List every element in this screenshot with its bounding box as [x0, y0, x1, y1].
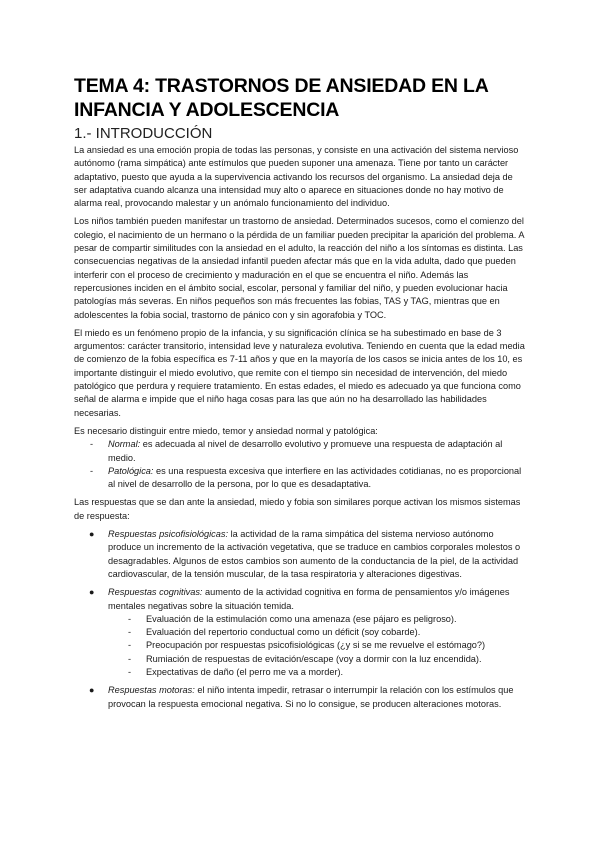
- response-systems-list: [74, 528, 528, 711]
- bullet-cognitive: [74, 586, 528, 679]
- sub-item: [108, 639, 528, 652]
- list-item-normal: [74, 438, 528, 465]
- dash-marker: -: [90, 465, 94, 476]
- bullet-marker: ●: [89, 587, 95, 598]
- definition-cognitive: aumento de la actividad cognitiva en forma de pensamientos y/o imágenes mentales negativas sobre la situación temida.: [108, 587, 510, 611]
- paragraph-intro: La ansiedad es una emoción propia de todas las personas, y consiste en una activación del sistema nervioso autónomo (rama simpática) ante estímulos que pueden suponer una amenaza. Tiene por tanto un carácter adaptativo, puesto que ayuda a la supervivencia activando los recursos del organismo. La ansiedad deja de ser adaptativa cuando alcanza una intensidad muy alto o aparece en situaciones donde no hay motivo de alarma real, provocando malestar y un anómalo funcionamiento del individuo.: [74, 145, 519, 209]
- sub-item-text: Expectativas de daño (el perro me va a morder).: [146, 666, 344, 677]
- dash-marker: -: [128, 627, 132, 638]
- paragraph-children: Los niños también pueden manifestar un trastorno de ansiedad. Determinados sucesos, como el comienzo del colegio, el nacimiento de un hermano o la pérdida de un familiar pueden precipitar la aparición del problema. A pesar de compartir similitudes con la ansiedad en el adulto, la reacción del niño a los síntomas es distinta. Las consecuencias negativas de la ansiedad infantil pueden afectar más que en la vida adulta, dado que pueden interferir con el proceso de crecimiento y maduración en el que se encuentra el niño. Además las repercusiones inciden en el ámbito social, escolar, personal y familiar del niño, y pueden evolucionar hacia patologías más severas. En niños pequeños son más frecuentes las fobias, TAS y TAG, mientras que en adolescentes la fobia social, trastorno de pánico con y sin agorafobia y TOC.: [74, 216, 524, 320]
- term-pathological: Patológica:: [108, 465, 154, 476]
- definition-motor: el niño intenta impedir, retrasar o interrumpir la relación con los estímulos que provocan la respuesta emocional negativa. Si no lo consigue, se producen alteraciones motoras.: [108, 685, 514, 709]
- definition-pathological: es una respuesta excesiva que interfiere en las actividades cotidianas, no es proporcional al nivel de desarrollo de la persona, por lo que es desadaptativa.: [108, 465, 522, 490]
- paragraph-fear: El miedo es un fenómeno propio de la infancia, y su significación clínica se ha subestimado en base de 3 argumentos: carácter transitorio, intensidad leve y naturaleza evolutiva. Teniendo en cuenta que la edad media de comienzo de la fobia específica es 7-11 años y que en la mayoría de los casos se inicia antes de los 10, es importante distinguir el miedo evolutivo, que remite con el tiempo sin necesidad de intervención, del miedo patológico que perdura y requiere tratamiento. En estas edades, el miedo es adecuado ya que funciona como señal de alarma e impide que el niño haga cosas para las que aún no ha desarrollado las habilidades necesarias.: [74, 327, 525, 418]
- term-cognitive: Respuestas cognitivas:: [108, 587, 203, 598]
- dash-marker: -: [128, 666, 132, 677]
- term-motor: Respuestas motoras:: [108, 685, 195, 696]
- term-normal: Normal:: [108, 439, 141, 450]
- cognitive-sub-list: [108, 613, 528, 679]
- sub-item: [108, 666, 528, 679]
- sub-item: [108, 626, 528, 639]
- dash-marker: -: [128, 613, 132, 624]
- bullet-marker: ●: [89, 529, 95, 540]
- term-psychophysiological: Respuestas psicofisiológicas:: [108, 529, 229, 540]
- document-title: TEMA 4: TRASTORNOS DE ANSIEDAD EN LA INFANCIA Y ADOLESCENCIA: [74, 75, 488, 121]
- dash-marker: -: [90, 439, 94, 450]
- section-heading: 1.- INTRODUCCIÓN: [74, 125, 213, 142]
- sub-item: [108, 653, 528, 666]
- normal-pathological-list: [74, 438, 528, 491]
- bullet-psychophysiological: [74, 528, 528, 581]
- sub-item-text: Evaluación de la estimulación como una amenaza (ese pájaro es peligroso).: [146, 613, 457, 624]
- list-item-pathological: [74, 465, 528, 492]
- sub-item-text: Evaluación del repertorio conductual como un déficit (soy cobarde).: [146, 627, 421, 638]
- sub-item: [108, 613, 528, 626]
- bullet-marker: ●: [89, 685, 95, 696]
- paragraph-responses-intro: Las respuestas que se dan ante la ansiedad, miedo y fobia son similares porque activan los mismos sistemas de respuesta:: [74, 497, 521, 521]
- definition-psychophysiological: la actividad de la rama simpática del sistema nervioso autónomo produce un incremento de la activación vegetativa, que se traduce en cambios corporales molestos o desagradables. Algunos de estos cambios son aumento de la conductancia de la piel, de la actividad cardiovascular, de la tensión muscular, de la tasa respiratoria y alteraciones digestivas.: [108, 529, 521, 579]
- dash-marker: -: [128, 653, 132, 664]
- dash-marker: -: [128, 640, 132, 651]
- bullet-motor: [74, 684, 528, 711]
- definition-normal: es adecuada al nivel de desarrollo evolutivo y promueve una respuesta de adaptación al medio.: [108, 439, 503, 463]
- sub-item-text: Preocupación por respuestas psicofisiológicas (¿y si se me revuelve el estómago?): [146, 640, 486, 651]
- sub-item-text: Rumiación de respuestas de evitación/escape (voy a dormir con la luz encendida).: [146, 653, 482, 664]
- paragraph-distinguish: Es necesario distinguir entre miedo, temor y ansiedad normal y patológica:: [74, 425, 378, 436]
